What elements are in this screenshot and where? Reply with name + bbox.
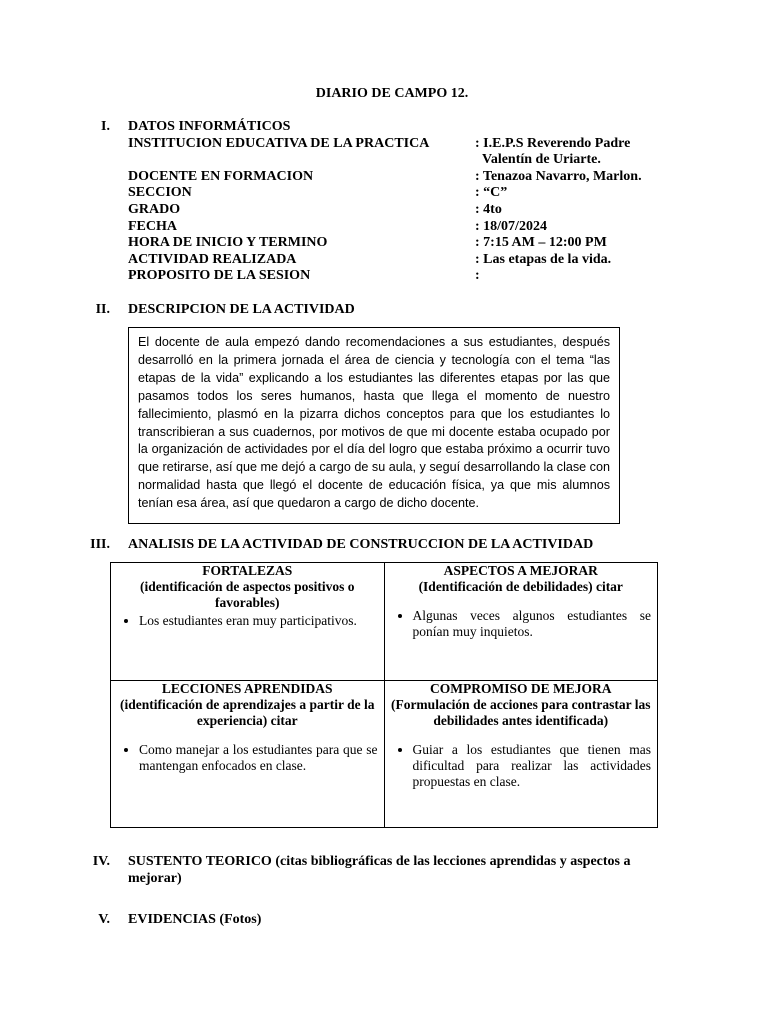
section-title-sustento: SUSTENTO TEORICO (citas bibliográficas de las lecciones aprendidas y aspectos a [128, 854, 631, 869]
compromiso-item: • Guiar a los estudiantes que tienen mas dificultad para realizar las actividades propuestas en clase. [413, 742, 652, 790]
descripcion-text: El docente de aula empezó dando recomendaciones a sus estudiantes, después desarrolló en la primera jornada el área de ciencia y tecnología con el tema “las etapas de la vida” explicando a los estudiantes las diferentes etapas por las que pasamos todos los seres humanos, hasta que llega el momento de nuestro fallecimiento, plasmó en la pizarra dichos conceptos para que los estudiantes lo transcribieran a sus cuadernos, por motivos de que mi docente estaba ocupado por la organización de actividades por el día del logro que estaba próximo a ocurrir tuvo que retirarse, así que me dejó a cargo de su aula, y seguí desarrollando la clase con normalidad hasta que llegó el docente de educación física, ya que mis alumnos tenían esa área, así que quedaron a cargo de dicho docente. [138, 335, 610, 511]
compromiso-subtitle: (Formulación de acciones para contrastar las debilidades antes identificada) [390, 697, 651, 728]
cell-compromiso [384, 681, 658, 828]
lecciones-list [117, 742, 378, 774]
datos-value-seccion: : “C” [475, 185, 508, 200]
section-title-evidencias: EVIDENCIAS (Fotos) [128, 912, 262, 927]
section-title-sustento-line2: mejorar) [128, 871, 182, 886]
lecciones-title: LECCIONES APRENDIDAS [161, 681, 333, 696]
datos-label-hora: HORA DE INICIO Y TERMINO [128, 235, 328, 250]
aspectos-item: • Algunas veces algunos estudiantes se ponían muy inquietos. [413, 608, 652, 640]
aspectos-subtitle: (Identificación de debilidades) citar [418, 579, 623, 594]
datos-label-seccion: SECCION [128, 185, 192, 200]
section-number-1: I. [101, 119, 110, 134]
lecciones-subtitle: (identificación de aprendizajes a partir de la experiencia) citar [120, 697, 375, 728]
aspectos-list [391, 608, 652, 640]
cell-aspectos [384, 563, 658, 681]
datos-value-fecha: : 18/07/2024 [475, 219, 547, 234]
datos-label-proposito: PROPOSITO DE LA SESION [128, 268, 311, 283]
lecciones-item: • Como manejar a los estudiantes para que se mantengan enfocados en clase. [139, 742, 378, 774]
fortalezas-title: FORTALEZAS [202, 563, 293, 578]
datos-label-docente: DOCENTE EN FORMACION [128, 169, 314, 184]
section-title-datos: DATOS INFORMÁTICOS [128, 119, 291, 134]
section-number-3: III. [90, 537, 110, 552]
fortalezas-subtitle: (identificación de aspectos positivos o favorables) [140, 579, 355, 610]
datos-label-grado: GRADO [128, 202, 181, 217]
section-number-4: IV. [92, 854, 110, 869]
datos-value-institucion: : I.E.P.S Reverendo Padre [475, 136, 631, 151]
document-title: DIARIO DE CAMPO 12. [315, 86, 469, 101]
datos-label-fecha: FECHA [128, 219, 177, 234]
section-number-5: V. [98, 912, 110, 927]
datos-value-hora: : 7:15 AM – 12:00 PM [475, 235, 607, 250]
compromiso-list [391, 742, 652, 790]
fortalezas-item: • Los estudiantes eran muy participativos. [139, 613, 378, 629]
fortalezas-list [117, 613, 378, 629]
datos-value-institucion-line2: Valentín de Uriarte. [482, 152, 601, 167]
cell-fortalezas [111, 563, 385, 681]
descripcion-box [128, 327, 620, 524]
cell-lecciones [111, 681, 385, 828]
datos-value-docente: : Tenazoa Navarro, Marlon. [475, 169, 642, 184]
analisis-table [110, 562, 658, 828]
datos-label-actividad: ACTIVIDAD REALIZADA [128, 252, 297, 267]
section-title-analisis: ANALISIS DE LA ACTIVIDAD DE CONSTRUCCION DE LA ACTIVIDAD [128, 537, 594, 552]
datos-value-grado: : 4to [475, 202, 502, 217]
aspectos-title: ASPECTOS A MEJORAR [443, 563, 598, 578]
section-title-descripcion: DESCRIPCION DE LA ACTIVIDAD [128, 302, 355, 317]
datos-label-institucion: INSTITUCION EDUCATIVA DE LA PRACTICA [128, 136, 430, 151]
section-number-2: II. [95, 302, 110, 317]
datos-value-actividad: : Las etapas de la vida. [475, 252, 612, 267]
compromiso-title: COMPROMISO DE MEJORA [430, 681, 612, 696]
datos-value-proposito: : [475, 268, 480, 283]
